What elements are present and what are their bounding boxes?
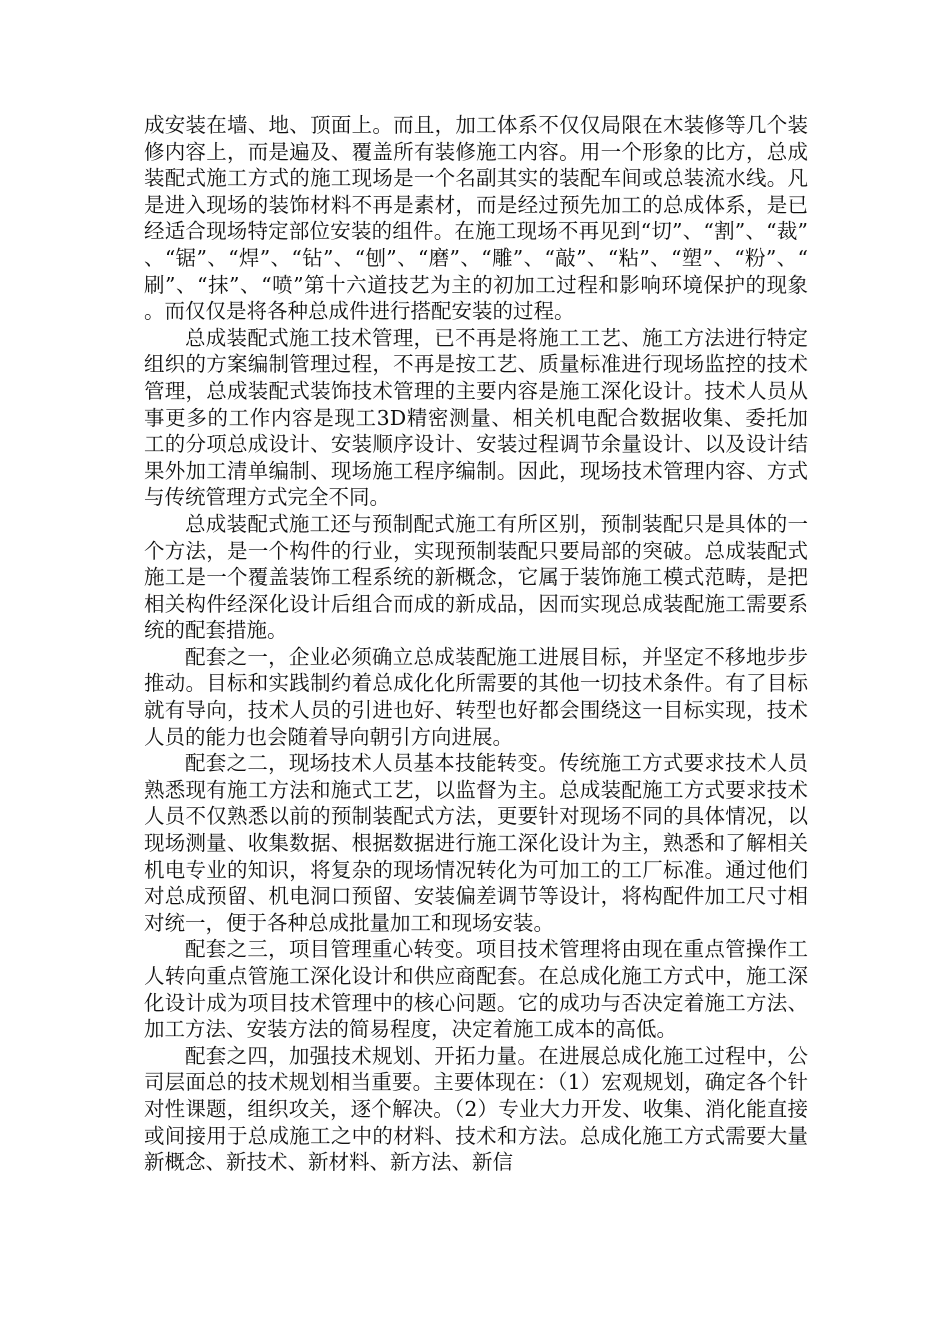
paragraph: 成安装在墙、地、顶面上。而且，加工体系不仅仅局限在木装修等几个装修内容上，而是遍及、覆盖所有装修施工内容。用一个形象的比方，总成装配式施工方式的施工现场是一个名副其实的装配车间或总装流水线。凡是进入现场的装饰材料不再是素材，而是经过预先加工的总成体系，是已经适合现场特定部位安装的组件。在施工现场不再见到“切”、“割”、“裁”、“锯”、“焊”、“钻”、“刨”、“磨”、“雕”、“敲”、“粘”、“塑”、“粉”、“刷”、“抹”、“喷”第十六道技艺为主的初加工过程和影响环境保护的现象。而仅仅是将各种总成件进行搭配安装的过程。 (144, 113, 808, 324)
paragraph: 配套之二，现场技术人员基本技能转变。传统施工方式要求技术人员熟悉现有施工方法和施式工艺，以监督为主。总成装配施工方式要求技术人员不仅熟悉以前的预制装配式方法，更要针对现场不同的具体情况，以现场测量、收集数据、根据数据进行施工深化设计为主，熟悉和了解相关机电专业的知识，将复杂的现场情况转化为可加工的工厂标准。通过他们对总成预留、机电洞口预留、安装偏差调节等设计，将构配件加工尺寸相对统一，便于各种总成批量加工和现场安装。 (144, 751, 808, 935)
paragraph: 总成装配式施工还与预制配式施工有所区别，预制装配只是具体的一个方法，是一个构件的行业，实现预制装配只要局部的突破。总成装配式施工是一个覆盖装饰工程系统的新概念，它属于装饰施工模式范畴，是把相关构件经深化设计后组合而成的新成品，因而实现总成装配施工需要系统的配套措施。 (144, 511, 808, 643)
paragraph: 配套之三，项目管理重心转变。项目技术管理将由现在重点管操作工人转向重点管施工深化设计和供应商配套。在总成化施工方式中，施工深化设计成为项目技术管理中的核心问题。它的成功与否决定着施工方法、加工方法、安装方法的简易程度，决定着施工成本的高低。 (144, 937, 808, 1042)
paragraph: 总成装配式施工技术管理，已不再是将施工工艺、施工方法进行特定组织的方案编制管理过程，不再是按工艺、质量标准进行现场监控的技术管理，总成装配式装饰技术管理的主要内容是施工深化设计。技术人员从事更多的工作内容是现工3D精密测量、相关机电配合数据收集、委托加工的分项总成设计、安装顺序设计、安装过程调节余量设计、以及设计结果外加工清单编制、现场施工程序编制。因此，现场技术管理内容、方式与传统管理方式完全不同。 (144, 325, 808, 510)
document-body (144, 112, 808, 1176)
paragraph: 配套之一，企业必须确立总成装配施工进展目标，并坚定不移地步步推动。目标和实践制约着总成化化所需要的其他一切技术条件。有了目标就有导向，技术人员的引进也好、转型也好都会围绕这一目标实现，技术人员的能力也会随着导向朝引方向进展。 (144, 644, 808, 749)
paragraph: 配套之四，加强技术规划、开拓力量。在进展总成化施工过程中，公司层面总的技术规划相当重要。主要体现在：（1）宏观规划，确定各个针对性课题，组织攻关，逐个解决。（2）专业大力开发、收集、消化能直接或间接用于总成施工之中的材料、技术和方法。总成化施工方式需要大量新概念、新技术、新材料、新方法、新信 (144, 1043, 808, 1175)
